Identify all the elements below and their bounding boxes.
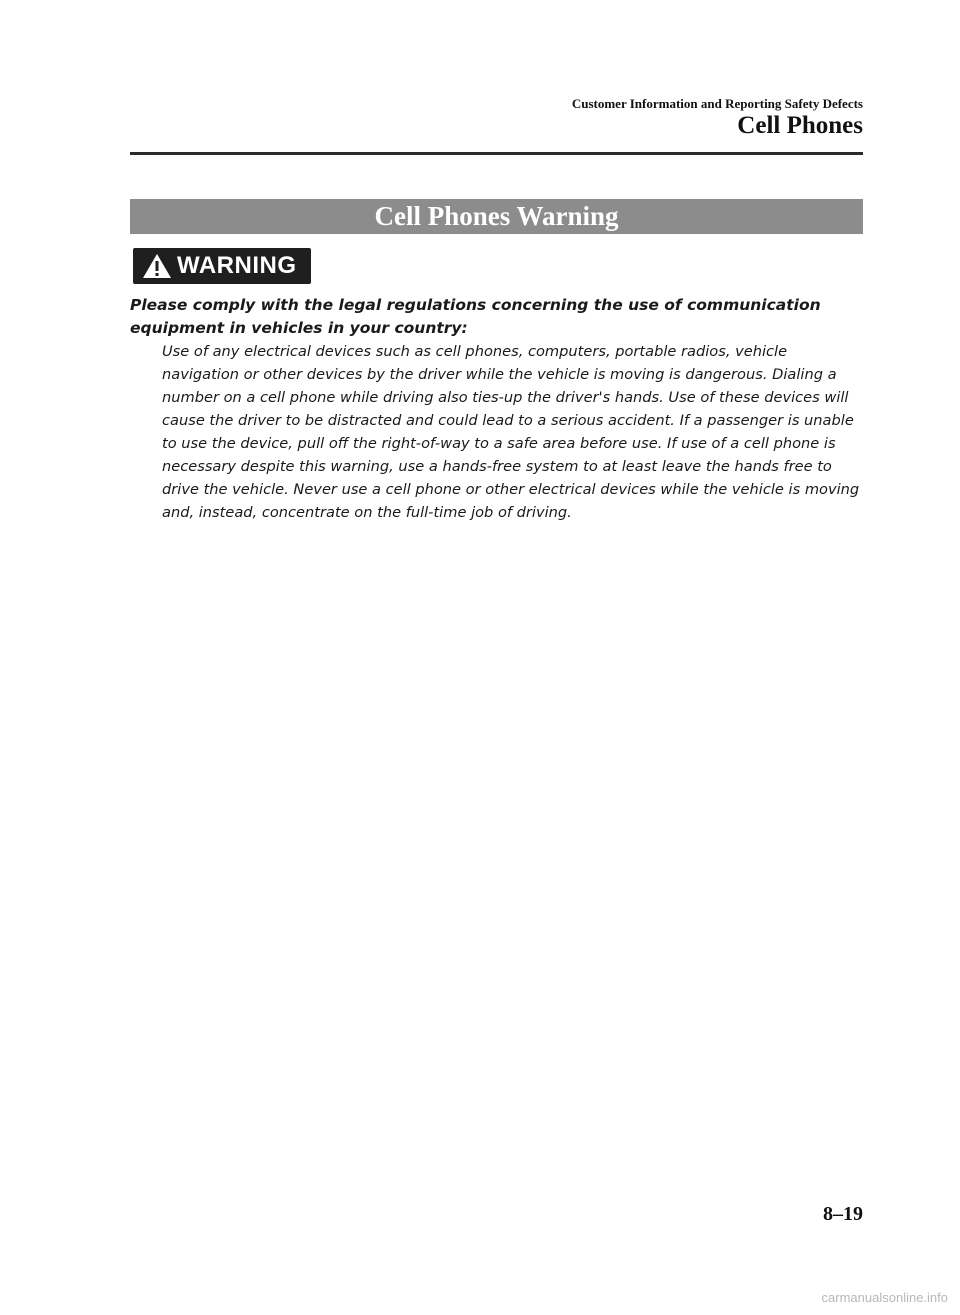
warning-badge bbox=[133, 248, 311, 284]
running-head: Customer Information and Reporting Safety Defects bbox=[571, 96, 863, 111]
header-rule bbox=[130, 152, 863, 155]
page-number: 8–19 bbox=[823, 1203, 863, 1225]
warning-label: WARNING bbox=[177, 252, 297, 279]
warning-body-text: Use of any electrical devices such as cell phones, computers, portable radios, vehicle navigation or other devices by the driver while the vehicle is moving is dangerous. Dialing a number on a cell phone while driving also ties-up the driver's hands. Use of these devices will cause the driver to be distracted and could lead to a serious accident. If a passenger is unable to use the device, pull off the right-of-way to a safe area before use. If use of a cell phone is necessary despite this warning, use a hands-free system to at least leave the hands free to drive the vehicle. Never use a cell phone or other electrical devices while the vehicle is moving and, instead, concentrate on the full-time job of driving. bbox=[162, 343, 860, 521]
watermark: carmanualsonline.info bbox=[821, 1290, 948, 1305]
warning-lead-text: Please comply with the legal regulations concerning the use of communication equipment in vehicles in your country: bbox=[130, 296, 821, 337]
chapter-title: Cell Phones bbox=[737, 112, 863, 139]
exclamation-triangle-icon bbox=[141, 252, 173, 280]
section-title-bar: Cell Phones Warning bbox=[130, 199, 863, 234]
